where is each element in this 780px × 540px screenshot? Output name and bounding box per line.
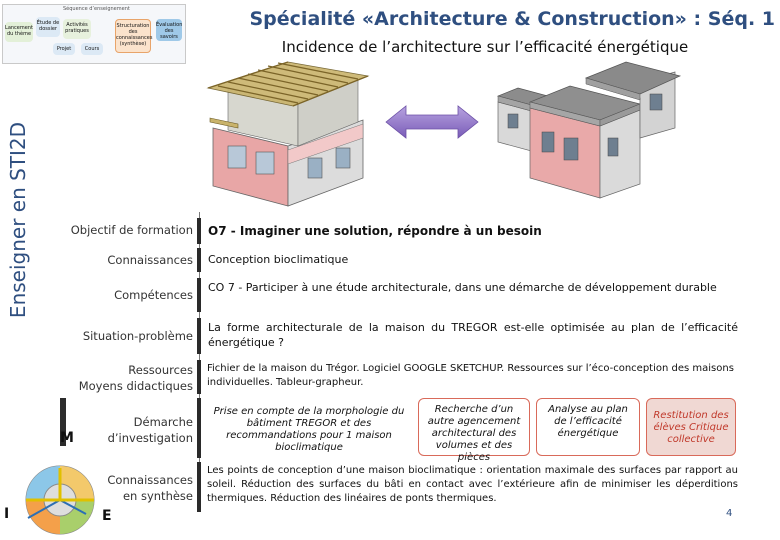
investigation-step-4: Restitution des élèves Critique collective (653, 410, 729, 445)
compass-letter-i: I (4, 506, 10, 522)
row-label-synthese-2: en synthèse (122, 489, 193, 503)
investigation-step-1: Prise en compte de la morphologie du bâtiment TREGOR et des recommandations pour 1 maison bioclimatique (213, 406, 405, 453)
side-label-text: Enseigner en STI2D (6, 121, 30, 319)
side-label (0, 60, 38, 380)
page-number: 4 (726, 508, 733, 519)
row-value-connaissances: Conception bioclimatique (204, 248, 742, 272)
sequence-box-synthesis: Structuration des connaissances (synthèse) (115, 19, 151, 53)
row-label-competences: Compétences (114, 288, 193, 302)
double-arrow-icon (382, 100, 482, 144)
sequence-box-project: Projet (53, 43, 75, 55)
row-value-synthese: Les points de conception d’une maison bioclimatique : orientation maximale des surfaces par rapport au soleil. Réduction des surfaces du bâti en contact avec l’extérieure afin de minimiser les déperditions thermiques. Réduction des linéaires de ponts thermiques. (204, 464, 738, 506)
row-label-synthese-1: Connaissances (107, 473, 193, 487)
page-subtitle: Incidence de l’architecture sur l’efficacité énergétique (281, 38, 689, 56)
row-bar-situation (197, 318, 201, 354)
sequence-title: Séquence d’enseignement (63, 6, 130, 12)
investigation-step-3: Analyse au plan de l’efficacité énergétique (548, 404, 628, 439)
row-bar-competences (197, 278, 201, 312)
sequence-box-practical: Activités pratiques (63, 19, 91, 39)
row-bar-connaissances (197, 248, 201, 272)
investigation-step-2: Recherche d’un autre agencement architectural des volumes et des pièces (427, 404, 521, 463)
row-value-competences: CO 7 - Participer à une étude architecturale, dans une démarche de développement durable (204, 280, 738, 295)
sequence-box-launch: Lancement du thème (5, 22, 33, 42)
row-bar-objectif (197, 218, 201, 244)
sequence-thumbnail (2, 4, 186, 64)
building-model-frame-image (198, 58, 378, 208)
row-label-investigation: d’investigation (107, 431, 193, 445)
page-title: Spécialité «Architecture & Construction» : Séq. 1 (249, 8, 775, 30)
compass-letter-e: E (102, 508, 112, 524)
row-label-connaissances: Connaissances (107, 253, 193, 267)
row-value-objectif: O7 - Imaginer une solution, répondre à un besoin (204, 218, 742, 244)
row-bar-ressources (197, 360, 201, 394)
row-label-ressources: Ressources (128, 363, 193, 377)
compass-letter-m: M (60, 430, 74, 446)
sequence-box-course: Cours (81, 43, 103, 55)
row-label-objectif: Objectif de formation (70, 223, 193, 237)
compass-diagram-image (2, 396, 112, 540)
row-label-situation: Situation-problème (82, 329, 193, 343)
row-label-demarche: Démarche (133, 415, 193, 429)
row-value-situation: La forme architecturale de la maison du TREGOR est-elle optimisée au plan de l’efficacité énergétique ? (204, 320, 738, 350)
sequence-box-evaluation: Évaluation des savoirs (156, 19, 182, 41)
sequence-box-study: Étude de dossier (36, 17, 60, 37)
row-bar-synthese (197, 462, 201, 512)
row-bar-demarche (197, 398, 201, 458)
building-model-volumes-image (490, 58, 685, 208)
row-value-ressources: Fichier de la maison du Trégor. Logiciel GOOGLE SKETCHUP. Ressources sur l’éco-conception des maisons individuelles. Tableur-grapheur. (204, 362, 738, 390)
row-label-moyens: Moyens didactiques (78, 379, 193, 393)
